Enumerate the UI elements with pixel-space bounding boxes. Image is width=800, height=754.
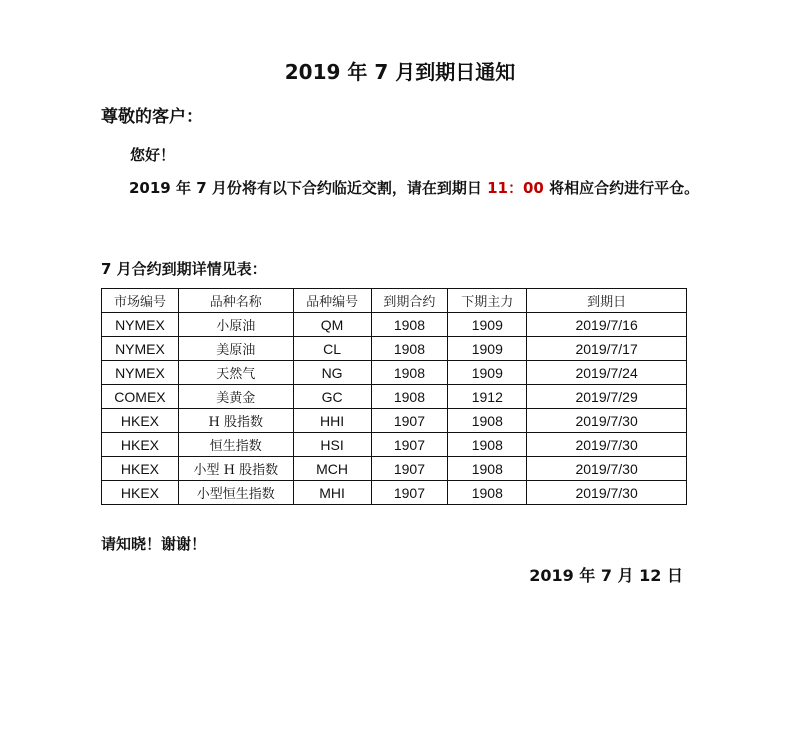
header-product-name: 品种名称 <box>178 289 293 313</box>
cell-expiry-date: 2019/7/29 <box>527 385 687 409</box>
cell-expiry-date: 2019/7/30 <box>527 409 687 433</box>
header-market-code: 市场编号 <box>102 289 179 313</box>
cell-product-code: MHI <box>293 481 371 505</box>
table-row <box>102 361 687 385</box>
table-row <box>102 433 687 457</box>
paragraph-text-before-time: 2019 年 7 月份将有以下合约临近交割，请在到期日 <box>129 179 482 197</box>
notice-title: 2019 年 7 月到期日通知 <box>284 60 516 84</box>
closing-line: 请知晓！谢谢！ <box>101 535 207 553</box>
cell-expiring-contract: 1908 <box>371 385 448 409</box>
cell-expiring-contract: 1907 <box>371 481 448 505</box>
table-caption: 7 月合约到期详情见表： <box>101 260 267 278</box>
cell-market-code: COMEX <box>102 385 179 409</box>
cell-product-code: MCH <box>293 457 371 481</box>
cell-next-main-contract: 1908 <box>448 433 527 457</box>
header-expiring-contract: 到期合约 <box>371 289 448 313</box>
cell-market-code: HKEX <box>102 433 179 457</box>
deadline-time: 11：00 <box>487 179 544 197</box>
table-row <box>102 337 687 361</box>
greeting: 您好！ <box>130 146 176 164</box>
cell-product-code: NG <box>293 361 371 385</box>
cell-expiry-date: 2019/7/24 <box>527 361 687 385</box>
cell-expiring-contract: 1907 <box>371 457 448 481</box>
cell-product-name: 小型 H 股指数 <box>178 457 293 481</box>
cell-expiring-contract: 1908 <box>371 313 448 337</box>
paragraph-text-after-time: 将相应合约进行平仓。 <box>549 179 700 197</box>
cell-expiry-date: 2019/7/30 <box>527 457 687 481</box>
cell-product-code: QM <box>293 313 371 337</box>
cell-next-main-contract: 1909 <box>448 313 527 337</box>
cell-market-code: NYMEX <box>102 313 179 337</box>
cell-next-main-contract: 1908 <box>448 409 527 433</box>
header-next-main-contract: 下期主力 <box>448 289 527 313</box>
cell-expiry-date: 2019/7/16 <box>527 313 687 337</box>
cell-market-code: NYMEX <box>102 361 179 385</box>
cell-product-code: HHI <box>293 409 371 433</box>
expiry-table <box>101 288 687 505</box>
cell-next-main-contract: 1908 <box>448 457 527 481</box>
header-product-code: 品种编号 <box>293 289 371 313</box>
table-header-row <box>102 289 687 313</box>
cell-market-code: HKEX <box>102 457 179 481</box>
cell-next-main-contract: 1909 <box>448 337 527 361</box>
cell-product-code: CL <box>293 337 371 361</box>
cell-expiry-date: 2019/7/30 <box>527 481 687 505</box>
header-expiry-date: 到期日 <box>527 289 687 313</box>
table-row <box>102 385 687 409</box>
table-row <box>102 313 687 337</box>
notice-paragraph <box>101 173 701 204</box>
cell-product-name: 美原油 <box>178 337 293 361</box>
table-row <box>102 457 687 481</box>
cell-product-code: HSI <box>293 433 371 457</box>
salutation: 尊敬的客户： <box>101 107 203 127</box>
cell-market-code: HKEX <box>102 409 179 433</box>
cell-market-code: HKEX <box>102 481 179 505</box>
table-row <box>102 409 687 433</box>
cell-product-name: H 股指数 <box>178 409 293 433</box>
cell-market-code: NYMEX <box>102 337 179 361</box>
cell-product-code: GC <box>293 385 371 409</box>
cell-next-main-contract: 1908 <box>448 481 527 505</box>
cell-expiry-date: 2019/7/17 <box>527 337 687 361</box>
cell-product-name: 美黄金 <box>178 385 293 409</box>
cell-product-name: 小原油 <box>178 313 293 337</box>
cell-expiring-contract: 1907 <box>371 433 448 457</box>
cell-expiring-contract: 1908 <box>371 337 448 361</box>
table-row <box>102 481 687 505</box>
cell-product-name: 恒生指数 <box>178 433 293 457</box>
cell-expiring-contract: 1908 <box>371 361 448 385</box>
signature-date: 2019 年 7 月 12 日 <box>529 566 683 585</box>
cell-expiry-date: 2019/7/30 <box>527 433 687 457</box>
cell-next-main-contract: 1909 <box>448 361 527 385</box>
cell-product-name: 天然气 <box>178 361 293 385</box>
cell-expiring-contract: 1907 <box>371 409 448 433</box>
cell-product-name: 小型恒生指数 <box>178 481 293 505</box>
cell-next-main-contract: 1912 <box>448 385 527 409</box>
